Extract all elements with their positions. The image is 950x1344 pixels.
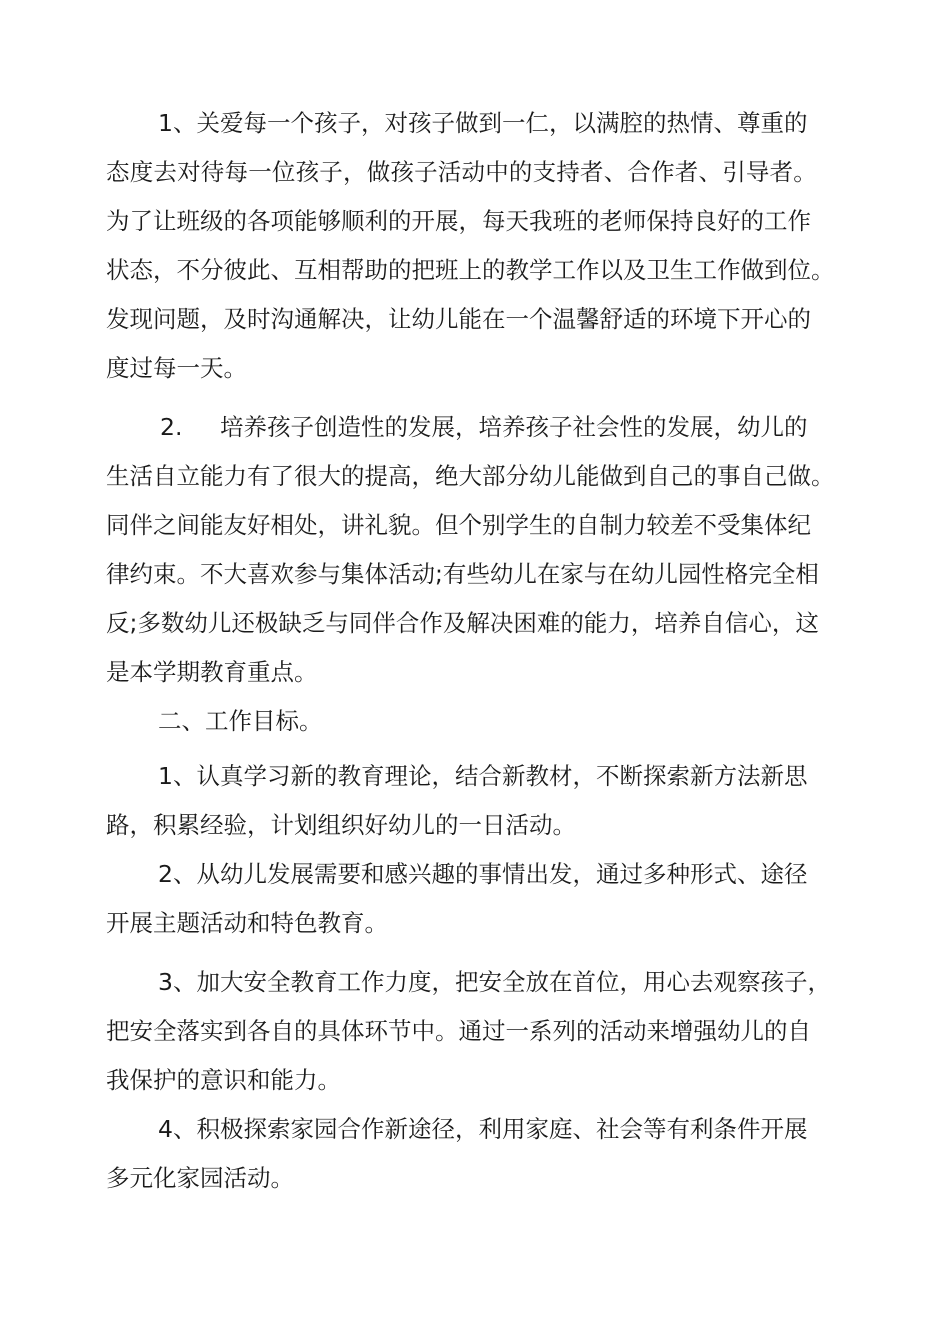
goal-4-line-2: 多元化家园活动。 xyxy=(106,1164,294,1192)
paragraph-1-line-2: 态度去对待每一位孩子，做孩子活动中的支持者、合作者、引导者。 xyxy=(106,158,817,186)
paragraph-2-line-3: 同伴之间能友好相处，讲礼貌。但个别学生的自制力较差不受集体纪 xyxy=(106,511,811,539)
paragraph-1-line-6: 度过每一天。 xyxy=(106,354,247,382)
goal-3-line-2: 把安全落实到各自的具体环节中。通过一系列的活动来增强幼儿的自 xyxy=(106,1017,811,1045)
goal-2-line-1: 2、从幼儿发展需要和感兴趣的事情出发，通过多种形式、途径 xyxy=(158,860,808,888)
paragraph-2-line-1: 培养孩子创造性的发展，培养孩子社会性的发展，幼儿的 xyxy=(220,413,808,441)
paragraph-1-line-3: 为了让班级的各项能够顺利的开展，每天我班的老师保持良好的工作 xyxy=(106,207,811,235)
goal-3-line-1: 3、加大安全教育工作力度，把安全放在首位，用心去观察孩子， xyxy=(158,968,831,996)
paragraph-2-line-2: 生活自立能力有了很大的提高，绝大部分幼儿能做到自己的事自己做。 xyxy=(106,462,835,490)
goal-1-line-2: 路，积累经验，计划组织好幼儿的一日活动。 xyxy=(106,811,576,839)
paragraph-1-line-1: 1、关爱每一个孩子，对孩子做到一仁，以满腔的热情、尊重的 xyxy=(158,109,808,137)
paragraph-2-line-6: 是本学期教育重点。 xyxy=(106,658,318,686)
goal-4-line-1: 4、积极探索家园合作新途径，利用家庭、社会等有利条件开展 xyxy=(158,1115,808,1143)
section-heading-work-goals: 二、工作目标。 xyxy=(158,707,323,735)
paragraph-2-number: 2. xyxy=(160,413,183,441)
goal-3-line-3: 我保护的意识和能力。 xyxy=(106,1066,341,1094)
paragraph-1-line-4: 状态，不分彼此、互相帮助的把班上的教学工作以及卫生工作做到位。 xyxy=(106,256,835,284)
paragraph-1-line-5: 发现问题，及时沟通解决，让幼儿能在一个温馨舒适的环境下开心的 xyxy=(106,305,811,333)
paragraph-2-line-5: 反;多数幼儿还极缺乏与同伴合作及解决困难的能力，培养自信心，这 xyxy=(106,609,819,637)
goal-2-line-2: 开展主题活动和特色教育。 xyxy=(106,909,388,937)
paragraph-2-line-4: 律约束。不大喜欢参与集体活动;有些幼儿在家与在幼儿园性格完全相 xyxy=(106,560,819,588)
goal-1-line-1: 1、认真学习新的教育理论，结合新教材，不断探索新方法新思 xyxy=(158,762,808,790)
